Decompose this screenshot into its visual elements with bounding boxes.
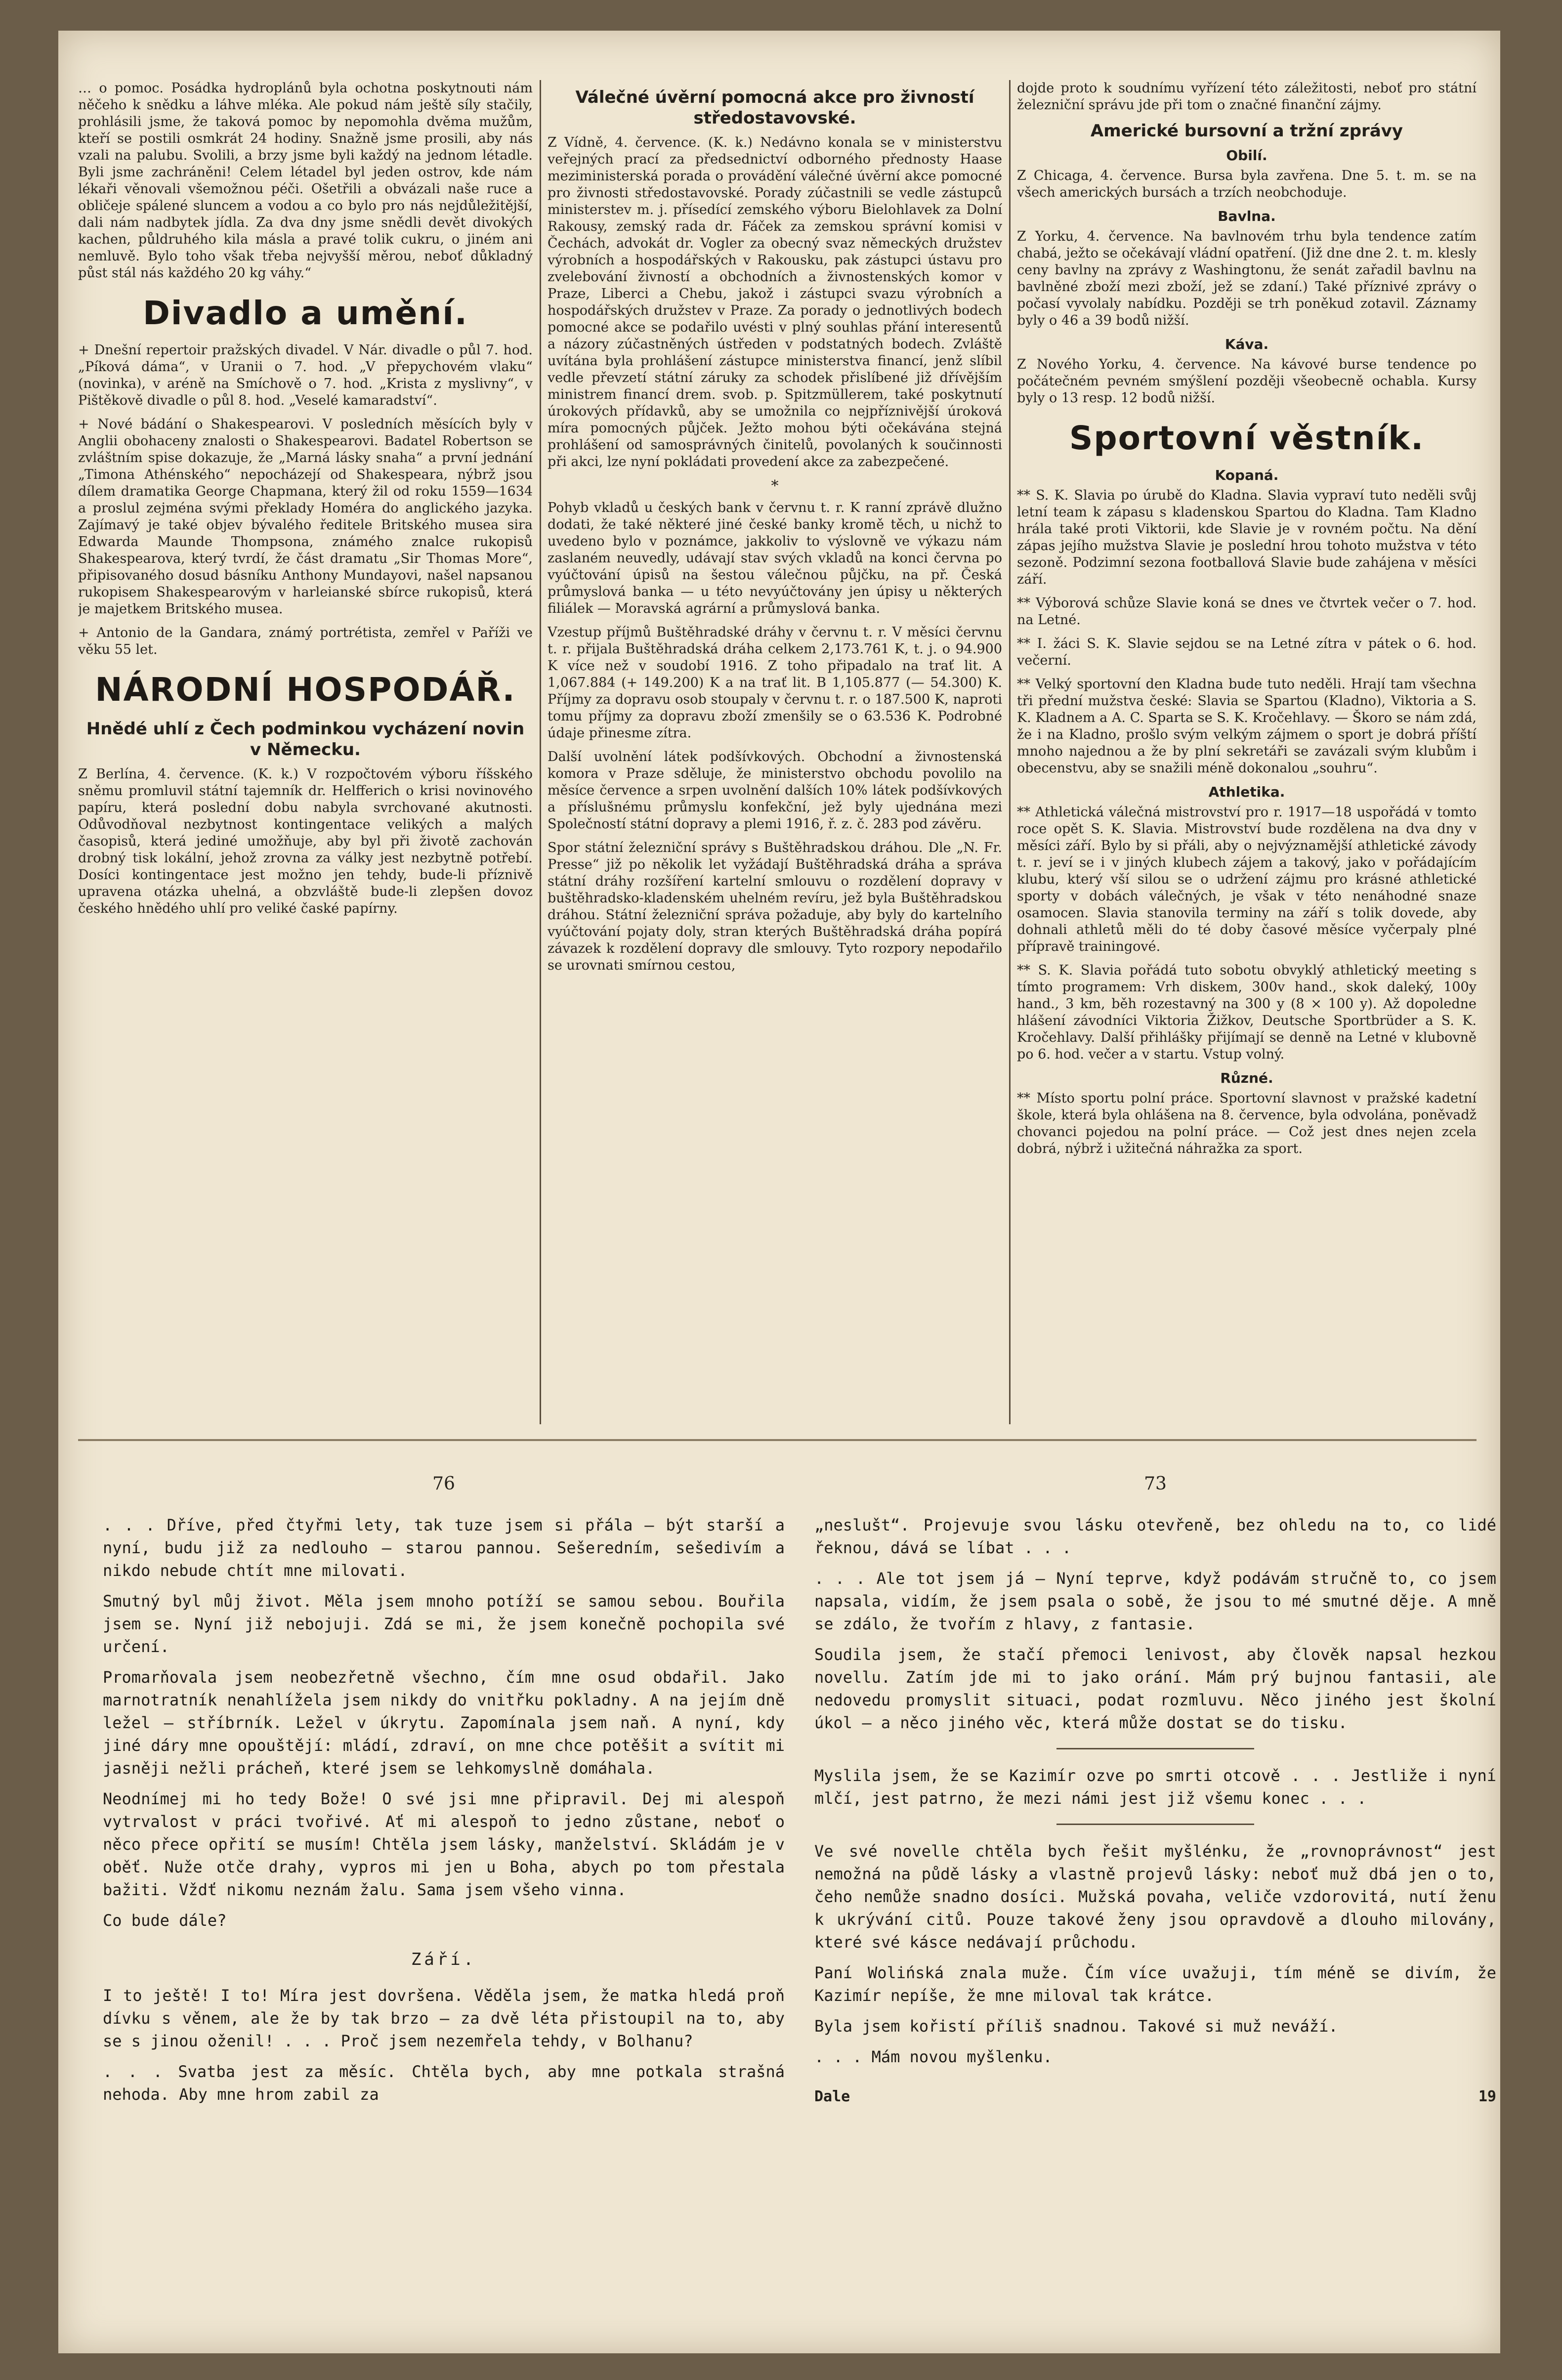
book-page-76 [103,1464,785,2334]
article-heading: Americké bursovní a tržní zprávy [1090,121,1403,141]
article-text: ** Athletická válečná mistrovství pro r. 1917—18 uspořádá v tomto roce opět S. K. Slavia. Mistrovství bude rozdělena na dva dny v měsíci září. Bylo by si přáli, aby o nejvýznamější athletické závody t. r. jeví se i v jiných klubech zájem a takový, jako v pořádajícím klubu, který vší silou se o udržení zájmu pro krásné athletické sporty v dobách válečných, je však v této nenáhodné snaze osamocen. Slavia stanovila terminy na září s tolik dovede, aby dohnali athletů měli do té doby časové měsíce vyčerpaly plné přípravě trainingové. [1017,805,1477,954]
subheading: Athletika. [1208,784,1285,800]
page-footer [814,2088,1496,2105]
column-1 [78,80,533,1424]
article-text: Vzestup příjmů Buštěhradské dráhy v červnu t. r. V měsíci červnu t. r. přijala Buštěhradská dráha celkem 2,173.761 K, t. j. o 94.900 K více než v soudobí 1916. Z toho připadalo na trať lit. A 1,067.884 (+ 149.200) K a na trať lit. B 1,105.877 (— 54.300) K. Příjmy za dopravu osob stoupaly v červnu t. r. o 187.500 K, naproti tomu příjmy za dopravu zboží zmenšily se o 63.536 K. Podrobné údaje přinesme zítra. [548,625,1002,741]
article-text: ** Místo sportu polní práce. Sportovní slavnost v pražské kadetní škole, která byla ohlášena na 8. července, byla odvolána, poněvadž chovanci pojedou na polní práce. — Což jest dnes nejen zcela dobrá, nýbrž i užitečná náhražka za sport. [1017,1091,1477,1156]
article-text: Z Yorku, 4. července. Na bavlnovém trhu byla tendence zatím chabá, ježto se očekávají vládní opatření. (Již dne dne 2. t. m. klesly ceny bavlny na zprávy z Washingtonu, že senát zařadil bavlnu na bavlněné zboží mezi zboží, jež se zdaní.) Také příznivé zprávy o počasí vyvolaly nabídku. Později se trh poněkud zotavil. Záznamy byly o 46 a 39 bodů nižší. [1017,229,1477,328]
page-paragraph: Ve své novelle chtěla bych řešit myšlénku, že „rovnoprávnost“ jest nemožná na půdě lásky a vlastně projevů lásky: neboť muž dbá jen o to, čeho nemůže snadno dosíci. Mužská povaha, veliče vzdorovitá, nutí ženu k ukrývání citů. Pouze takové ženy jsou opravdově a dlouho milovány, které své kásce nedávají průchodu. [814,1842,1496,1952]
page-paragraph: „neslušt“. Projevuje svou lásku otevřeně, bez ohledu na to, co lidé řeknou, dává se líbat . . . [814,1516,1496,1557]
article-text: Z Chicaga, 4. července. Bursa byla zavřena. Dne 5. t. m. se na všech amerických bursách a trzích neobchoduje. [1017,168,1477,200]
subheading: Bavlna. [1218,208,1276,224]
article-text: ** Velký sportovní den Kladna bude tuto neděli. Hrají tam všechna tři přední mužstva české: Slavia se Spartou (Kladno), Viktoria a S. K. Kladnem a A. C. Sparta se S. K. Kročehlavy. — Škoro se nám zdá, že i na Kladno, prošlo svým velkým zájmem o sport je dobrá příští mnoho najednou a že by plní sekretáři se zavázali svým klubům i obecenstvu, aby se snažili méně dokonalou „souhru“. [1017,677,1477,776]
section-banner-economy: NÁRODNÍ HOSPODÁŘ. [95,671,516,709]
article-heading: Hnědé uhlí z Čech podminkou vycházení novin v Německu. [86,719,525,760]
newspaper-upper-section [78,80,1477,1424]
page-paragraph: Paní Wolińská znala muže. Čím více uvažuji, tím méně se divím, že Kazimír nepíše, že mne miloval tak krátce. [814,1963,1496,2005]
page-paragraph: . . . Dříve, před čtyřmi lety, tak tuze jsem si přála — být starší a nyní, budu již za nedlouho — starou pannou. Sešeredním, sešedivím a nikdo nebude chtít mne milovati. [103,1516,785,1580]
article-text: ** Výborová schůze Slavie koná se dnes ve čtvrtek večer o 7. hod. na Letné. [1017,595,1477,628]
newspaper-page [58,31,1500,2353]
article-text: + Antonio de la Gandara, známý portrétista, zemřel v Paříži ve věku 55 let. [78,625,533,657]
page-paragraph: Soudila jsem, že stačí přemoci lenivost, aby člověk napsal hezkou novellu. Zatím jde mi to jako orání. Mám prý bujnou fantasii, ale nedovedu promyslit situaci, podat rozmluvu. Něco jiného jest školní úkol — a něco jiného věc, která může dostat se do tisku. [814,1645,1496,1732]
article-text: ** S. K. Slavia pořádá tuto sobotu obvyklý athletický meeting s tímto programem: Vrh diskem, 300v hand., skok daleký, 100y hand., 3 km, běh rozestavný na 300 y (8 × 100 y). Až dopoledne hlášení závodníci Viktoria Žižkov, Deutsche Sportbrüder a S. K. Kročehlavy. Další přihlášky přijímají se denně na Letné v klubovně po 6. hod. večer a v startu. Vstup volný. [1017,963,1477,1062]
page-paragraph: . . . Svatba jest za měsíc. Chtěla bych, aby mne potkala strašná nehoda. Aby mne hrom zabil za [103,2062,785,2104]
article-text: Z Vídně, 4. července. (K. k.) Nedávno konala se v ministerstvu veřejných prací za předsednictví odborného přednosty Haase meziministerská porada o provádění válečné úvěrní akce pomocné pro živnosti středostavovské. Porady zúčastnili se vedle zástupců ministerstev m. j. přísedící zemského výboru Bielohlavek za Dolní Rakousy, zemský rada dr. Fáček za zemskou správní komisi v Čechách, advokát dr. Vogler za obecný svaz německých družstev výrobních a hospodářských v Rakousku, pak zástupci ústavu pro zvelebování živností a obchodních a živnostenských komor v Praze, Liberci a Chebu, jakož i zástupci svazu výrobních a hospodářských družstev v Praze. Za porady o jednotlivých bodech pomocné akce se podařilo uvésti v plný souhlas přání interesentů a názory zúčastněných ústředen v podstatných bodech. Zvláště uvítána byla prohlášení zástupce ministerstva financí, jenž slíbil vedle převzetí státní záruky za schodek přislíbené již dřívějším ministrem financí drem. svob. p. Spitzmüllerem, také poskytnutí úrokových přídavků, aby se umožnila co nejpříznivější úroková míra pomocných půjček. Ježto mohou býti očekávána stejná prohlášení od samosprávných činitelů, povolaných k součinnosti při akci, lze nyní pokládati provedení akce za zabezpečené. [548,135,1002,469]
page-paragraph: . . . Ale tot jsem já — Nyní teprve, když podávám stručně to, co jsem napsala, vidím, že jsem psala o sobě, že jsou to mé smutné děje. A mně se zdálo, že tvořím z hlavy, z fantasie. [814,1569,1496,1633]
subheading: Obilí. [1226,147,1267,164]
article-text: Z Nového Yorku, 4. července. Na kávové burse tendence po počátečném pevném smýšlení později všeobecně ochabla. Kursy byly o 13 resp. 12 bodů nižší. [1017,357,1477,406]
footer-catchword: Dale [814,2088,850,2105]
page-paragraph: Smutný byl můj život. Měla jsem mnoho potíží se samou sebou. Bouřila jsem se. Nyní již nebojuji. Zdá se mi, že jsem konečně pochopila své určení. [103,1592,785,1656]
page-paragraph: Neodnímej mi ho tedy Bože! O své jsi mne připravil. Dej mi alespoň vytrvalost v práci tvořivé. Ať mi alespoň to jedno zůstane, neboť o něco přece opřití se musím! Chtěla jsem lásky, manželství. Skládám je v oběť. Nuže otče drahy, vypros mi jen u Boha, abych po tom přestala bažiti. Vždť nikomu neznám žalu. Sama jsem všeho vinna. [103,1789,785,1899]
column-3 [1017,80,1477,1424]
subheading: Káva. [1224,336,1269,352]
page-paragraph: . . . Mám novou myšlenku. [814,2047,1053,2066]
section-banner-sport: Sportovní věstník. [1069,419,1425,457]
column-rule [540,80,541,1424]
book-page-73 [814,1464,1496,2334]
column-rule [1009,80,1011,1424]
column-2 [548,80,1002,1424]
article-heading: Válečné úvěrní pomocná akce pro živností středostavovské. [575,87,974,128]
separator: * [771,477,779,495]
section-banner-theatre: Divadlo a umění. [143,294,468,332]
page-divider [78,1439,1477,1441]
page-paragraph: Co bude dále? [103,1911,227,1930]
article-text: + Nové bádání o Shakespearovi. V posledních měsících byly v Anglii obohaceny znalosti o Shakespearovi. Badatel Robertson se zvláštním spise dokazuje, že „Marná lásky snaha“ a první jednání „Timona Athénského“ nepocházejí od Shakespeara, nýbrž jsou dílem dramatika George Chapmana, který žil od roku 1559—1634 a proslul zejména svými překlady Homéra do anglického jazyka. Zajímavý je také objev bývalého ředitele Britského musea sira Edwarda Maunde Thompsona, známého znalce rukopisů Shakespearova, který tvrdí, že část dramatu „Sir Thomas More“, připisovaného dosud básníku Anthony Mundayovi, našel napsanou rukopisem Shakespearovým v harleianské sbírce rukopisů, která je majetkem Britského musea. [78,417,533,617]
article-text: dojde proto k soudnímu vyřízení této záležitosti, neboť pro státní železniční správu jde při tom o značné finanční zájmy. [1017,81,1477,113]
article-text: Z Berlína, 4. července. (K. k.) V rozpočtovém výboru říšského sněmu promluvil státní tajemník dr. Helfferich o krisi novinového papíru, která poslední dobu nabyla svrchované akutnosti. Odůvodňoval nezbytnost kontingentace velikých a malých časopisů, která jediné umožňuje, aby byl při životě zachován drobný tisk lokální, jehož zrovna za války jest nezbytně potřebí. Dosíci kontingentace jest možno jen tehdy, bude-li příznivě upravena otázka uhelná, a obzvláště bude-li zlepšen dovoz českého hnědého uhlí pro veliké časké papírny. [78,766,533,916]
subheading: Kopaná. [1215,467,1279,483]
article-text: Pohyb vkladů u českých bank v červnu t. r. K ranní zprávě dlužno dodati, že také některé jiné české banky kromě těch, u nichž to uvedeno bylo v poznámce, jakkoliv to výslovně ve výkazu nám zaslaném neuvedly, udávají stav svých vkladů na konci června po vyúčtování úpisů na šestou válečnou půjčku, na př. Česká průmyslová banka — u této nevyúčtovány jen úpisy u některých filiálek — Moravská agrární a průmyslová banka. [548,500,1002,616]
article-text: + Dnešní repertoir pražských divadel. V Nár. divadle o půl 7. hod. „Píková dáma“, v Uranii o 7. hod. „V přepychovém vlaku“ (novinka), v aréně na Smíchově o 7. hod. „Krista z myslivny“, v Pištěkově divadle o půl 8. hod. „Veselé kamaradství“. [78,342,533,408]
page-paragraph: Myslila jsem, že se Kazimír ozve po smrti otcově . . . Jestliže i nyní mlčí, jest patrno, že mezi námi jest již všemu konec . . . [814,1766,1496,1808]
page-number: 73 [1144,1474,1167,1494]
page-paragraph: I to ještě! I to! Míra jest dovršena. Věděla jsem, že matka hledá proň dívku s věnem, ale že by tak brzo — za dvě léta přistoupil na to, aby se s jinou oženil! . . . Proč jsem nezemřela tehdy, v Bolhanu? [103,1986,785,2050]
article-text: ** S. K. Slavia po úrubě do Kladna. Slavia vypraví tuto neděli svůj letní team k zápasu s kladenskou Spartou do Kladna. Tam Kladno hrála také proti Viktorii, kde Slavie je v rovném počtu. Na dění zápas jejího mužstva Slavie je poslední hrou tohoto mužstva v této sezoně. Podzimní sezona footballová Slavie bude zahájena v měsíci září. [1017,488,1477,587]
page-number: 76 [432,1474,455,1494]
chapter-heading: Září. [411,1950,477,1969]
article-text: … o pomoc. Posádka hydroplánů byla ochotna poskytnouti nám něčeho k snědku a láhve mléka. Ale pokud nám ještě síly stačily, prohlásili jsme, že taková pomoc by nepomohla dvěma mužům, kteří se postili osmkrát 24 hodiny. Snažně jsme prosili, aby nás vzali na palubu. Svolili, a brzy jsme byli každý na jednom létadle. Byli jsme zachráněni! Celem létadel byl jeden ostrov, kde nám lékaři věnovali všemožnou péči. Ošetřili a obvázali naše ruce a obličeje spálené sluncem a vodou a co bylo pro nás nejdůležitější, dali nám nadbytek jídla. Za dva dny jsme snědli devět divokých kachen, půldruhého kila másla a pravé tolik cukru, o jiném ani nemluvě. Bylo toho však třeba nejvyšší měrou, neboť důkladný půst stál nás každého 20 kg váhy.“ [78,81,533,281]
subheading: Různé. [1220,1070,1273,1086]
footer-signature: 19 [1478,2088,1496,2105]
article-text: Spor státní železniční správy s Buštěhradskou dráhou. Dle „N. Fr. Presse“ již po několik let vyžádají Buštěhradská dráha a správa státní dráhy rozšíření kartelní smlouvu o rozdělení dopravy v buštěhradsko-kladenském uhelném revíru, jež byla Buštěhradskou dráhou. Státní železniční správa požaduje, aby byly do kartelního vyúčtování pojaty doly, stran kterých Buštěhradská dráha popírá závazek k rozdělení dopravy dle smlouvy. Tyto rozpory nepodařilo se urovnati smírnou cestou, [548,840,1002,973]
article-text: ** I. žáci S. K. Slavie sejdou se na Letné zítra v pátek o 6. hod. večerní. [1017,636,1477,668]
separator [1056,1824,1254,1825]
page-paragraph: Promarňovala jsem neobezřetně všechno, čím mne osud obdařil. Jako marnotratník nenahlížela jsem nikdy do vnitřku pokladny. A na jejím dně ležel — stříbrník. Ležel v úkrytu. Zapomínala jsem naň. A nyní, kdy jiné dáry mne opouštějí: mládí, zdraví, on mne chce potěšit a svítit mi jasněji nežli prácheň, které jsem se lehkomyslně domáhala. [103,1668,785,1778]
book-pages-section [58,1464,1500,2334]
article-text: Další uvolnění látek podšívkových. Obchodní a živnostenská komora v Praze sděluje, že ministerstvo obchodu povolilo na měsíce července a srpen uvolnění dalších 10% látek podšívkových a příslušnému průmyslu konfekční, jež byly ujednána mezi Společností státní dopravy a plemi 1916, ř. z. č. 283 pod závěru. [548,749,1002,832]
separator [1056,1748,1254,1749]
page-paragraph: Byla jsem kořistí příliš snadnou. Takové si muž neváží. [814,2017,1338,2036]
